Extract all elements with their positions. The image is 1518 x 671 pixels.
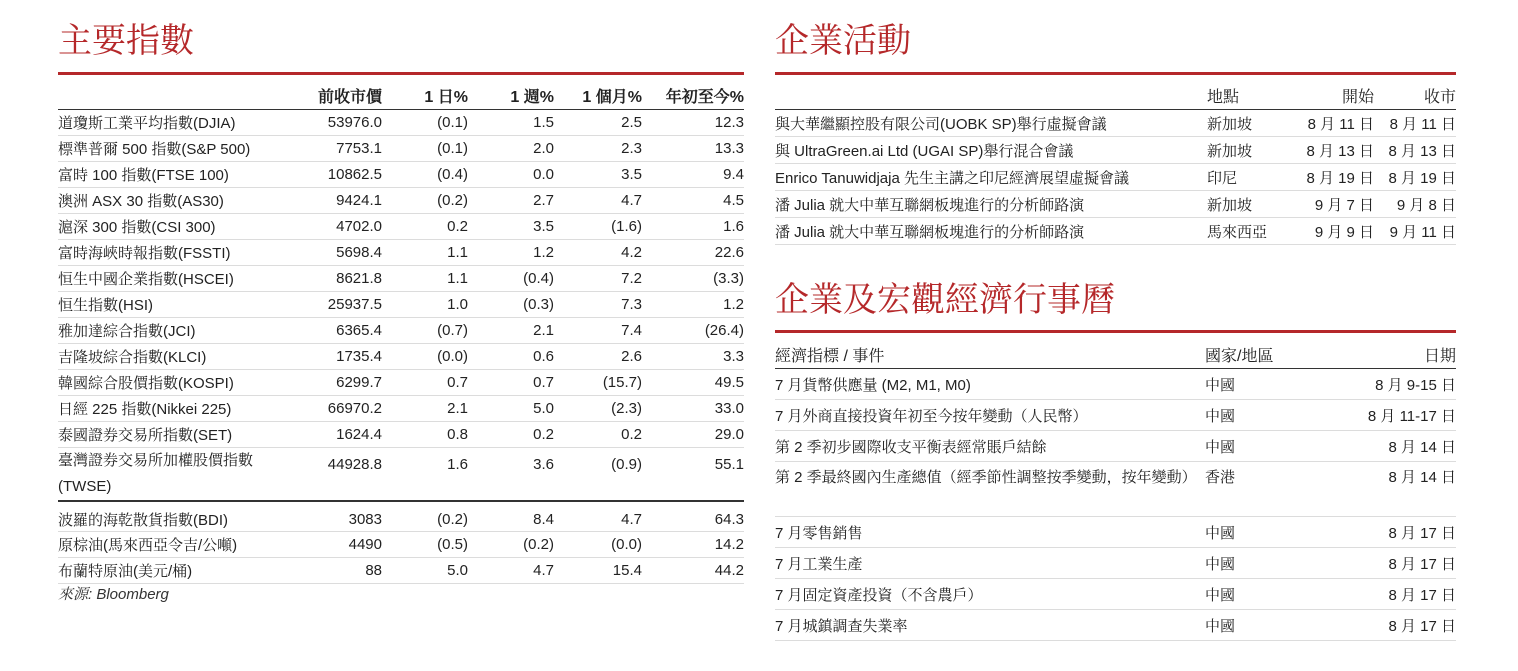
change-1d: 5.0 [447,561,468,579]
event-end: 9 月 11 日 [1389,223,1456,241]
change-1w: 1.5 [533,114,554,131]
indicator-date: 8 月 9-15 日 [1375,376,1456,394]
change-1w: 8.4 [533,510,554,528]
change-1m: 7.3 [621,296,642,313]
corporate-event-row [775,191,1456,218]
indicator-country: 中國 [1205,438,1236,456]
corporate-event-row [775,110,1456,137]
change-1d: (0.1) [437,140,468,157]
event-location: 印尼 [1207,169,1238,187]
corporate-event-row [775,137,1456,164]
indicator-date: 8 月 17 日 [1388,524,1456,542]
commodity-row [58,501,744,531]
change-1d: (0.0) [437,348,468,365]
indicator-name: 第 2 季最終國內生產總值（經季節性調整按季變動，按年變動） [775,469,1197,486]
event-end: 9 月 8 日 [1396,196,1456,214]
change-1w: 3.5 [533,218,554,235]
corporate-event-row [775,164,1456,191]
change-1w: 1.2 [533,244,554,261]
indices-header-prev-close: 前收市價 [317,89,382,106]
change-1m: (0.0) [611,535,642,553]
event-start: 9 月 7 日 [1314,196,1374,214]
change-1d: (0.4) [437,166,468,183]
corporate-header-start: 開始 [1341,89,1374,106]
change-1w: (0.2) [523,535,554,553]
indicator-country: 中國 [1205,586,1236,604]
change-1d: 1.6 [447,456,468,473]
change-1w: 2.1 [533,322,554,339]
index-name: 波羅的海乾散貨指數(BDI) [58,511,228,529]
corporate-table [775,77,1456,245]
indicator-country: 中國 [1205,555,1236,573]
prev-close: 6299.7 [336,374,382,391]
indices-header-name [58,77,292,110]
change-1m: 7.2 [621,270,642,287]
prev-close: 1624.4 [336,426,382,443]
change-1m: (2.3) [611,400,642,417]
change-1d: 0.8 [447,426,468,443]
index-name: 恒生中國企業指數(HSCEI) [58,271,234,288]
prev-close: 3083 [348,510,382,528]
index-row [58,318,744,344]
change-1m: 2.3 [621,140,642,157]
indicator-date: 8 月 14 日 [1388,469,1456,486]
macro-table [775,336,1456,641]
change-1m: (1.6) [611,218,642,235]
indicator-name: 7 月城鎮調查失業率 [775,617,908,635]
change-ytd: (26.4) [704,322,744,339]
index-name: 吉隆坡綜合指數(KLCI) [58,349,207,366]
index-name: 日經 225 指數(Nikkei 225) [58,401,232,418]
change-ytd: 33.0 [714,400,744,417]
corporate-event-row [775,218,1456,245]
change-1w: 4.7 [533,561,554,579]
indicator-name: 7 月貨幣供應量 (M2, M1, M0) [775,376,971,394]
macro-event-row [775,548,1456,579]
index-name: 韓國綜合股價指數(KOSPI) [58,375,234,392]
change-ytd: 1.6 [723,218,744,235]
index-row [58,266,744,292]
indices-title: 主要指數 [58,21,194,61]
indicator-name: 第 2 季初步國際收支平衡表經常賬戶結餘 [775,438,1047,456]
change-1d: 1.1 [447,244,468,261]
macro-panel [775,336,1456,641]
event-end: 8 月 11 日 [1389,115,1456,133]
change-1w: 0.2 [533,426,554,443]
index-row [58,136,744,162]
event-name: 潘 Julia 就大中華互聯網板塊進行的分析師路演 [775,196,1085,214]
change-ytd: 49.5 [714,374,744,391]
macro-title: 企業及宏觀經濟行事曆 [775,280,1115,320]
prev-close: 88 [365,561,382,579]
indicator-country: 香港 [1205,469,1236,486]
indicator-country: 中國 [1205,407,1236,425]
change-1d: 2.1 [447,400,468,417]
macro-event-row [775,369,1456,400]
indices-header-1d: 1 日% [424,89,468,106]
prev-close: 8621.8 [336,270,382,287]
change-1w: (0.3) [523,296,554,313]
change-1m: 4.7 [621,510,642,528]
index-name: 雅加達綜合指數(JCI) [58,323,196,340]
corporate-header-end: 收市 [1423,89,1456,106]
prev-close: 25937.5 [327,296,382,313]
corporate-header-location: 地點 [1207,89,1240,106]
macro-event-row [775,431,1456,462]
index-name: 道瓊斯工業平均指數(DJIA) [58,115,236,132]
macro-event-row [775,517,1456,548]
commodity-row [58,531,744,557]
prev-close: 66970.2 [327,400,382,417]
change-1m: (0.9) [611,456,642,473]
change-1w: 0.0 [533,166,554,183]
index-row [58,110,744,136]
prev-close: 4702.0 [336,218,382,235]
event-start: 8 月 19 日 [1306,169,1374,187]
index-row [58,188,744,214]
change-ytd: 14.2 [714,535,744,553]
event-location: 新加坡 [1207,142,1253,160]
change-1m: 2.6 [621,348,642,365]
macro-header-indicator: 經濟指標 / 事件 [775,348,885,365]
indices-title-rule [58,72,744,75]
index-row [58,292,744,318]
macro-event-row [775,610,1456,641]
corporate-panel [775,77,1456,245]
prev-close: 7753.1 [336,140,382,157]
index-row [58,214,744,240]
index-name: 澳洲 ASX 30 指數(AS30) [58,193,224,210]
change-1m: 15.4 [612,561,642,579]
index-name: 布蘭特原油(美元/桶) [58,562,193,580]
change-1m: 4.7 [621,192,642,209]
change-1w: 3.6 [533,456,554,473]
change-1w: 5.0 [533,400,554,417]
indices-header-1w: 1 週% [510,89,554,106]
macro-header-row [775,336,1456,369]
corporate-header-event [775,77,1207,110]
index-name: 標準普爾 500 指數(S&P 500) [58,141,251,158]
event-end: 8 月 13 日 [1388,142,1456,160]
index-name: 臺灣證券交易所加權股價指數(TWSE) [58,452,254,495]
indicator-name: 7 月工業生產 [775,555,863,573]
change-1d: 0.7 [447,374,468,391]
indices-table [58,77,744,584]
index-name: 恒生指數(HSI) [58,297,153,314]
corporate-title: 企業活動 [775,21,911,61]
change-1d: (0.2) [437,192,468,209]
prev-close: 6365.4 [336,322,382,339]
indicator-date: 8 月 17 日 [1388,617,1456,635]
event-start: 9 月 9 日 [1314,223,1374,241]
change-1m: 2.5 [621,114,642,131]
event-name: 與 UltraGreen.ai Ltd (UGAI SP)舉行混合會議 [775,142,1074,160]
change-ytd: 1.2 [723,296,744,313]
change-1w: 2.0 [533,140,554,157]
prev-close: 10862.5 [327,166,382,183]
change-ytd: 9.4 [723,166,744,183]
change-1d: 0.2 [447,218,468,235]
index-row [58,370,744,396]
prev-close: 53976.0 [327,114,382,131]
indices-panel [58,77,744,603]
change-1d: (0.7) [437,322,468,339]
index-row [58,162,744,188]
indices-header-ytd: 年初至今% [665,89,744,106]
change-1m: (15.7) [602,374,642,391]
change-1d: (0.5) [437,535,468,553]
indicator-name: 7 月零售銷售 [775,524,863,542]
indicator-name: 7 月固定資產投資（不含農戶） [775,586,983,604]
change-1m: 4.2 [621,244,642,261]
macro-header-country: 國家/地區 [1205,348,1274,365]
change-1d: (0.1) [437,114,468,131]
event-start: 8 月 13 日 [1306,142,1374,160]
change-ytd: 64.3 [714,510,744,528]
change-1m: 7.4 [621,322,642,339]
event-name: Enrico Tanuwidjaja 先生主講之印尼經濟展望虛擬會議 [775,169,1129,187]
change-1d: 1.1 [447,270,468,287]
index-row [58,344,744,370]
change-ytd: (3.3) [713,270,744,287]
index-row [58,448,744,502]
change-ytd: 12.3 [714,114,744,131]
change-ytd: 22.6 [714,244,744,261]
prev-close: 5698.4 [336,244,382,261]
indices-header-row [58,77,744,110]
change-1m: 0.2 [621,426,642,443]
indicator-date: 8 月 17 日 [1388,586,1456,604]
event-name: 潘 Julia 就大中華互聯網板塊進行的分析師路演 [775,223,1085,241]
indices-header-1m: 1 個月% [582,89,642,106]
index-name: 原棕油(馬來西亞令吉/公噸) [58,536,238,554]
index-name: 富時海峽時報指數(FSSTI) [58,245,231,262]
corporate-title-rule [775,72,1456,75]
corporate-header-row [775,77,1456,110]
indicator-date: 8 月 17 日 [1388,555,1456,573]
event-location: 新加坡 [1207,115,1253,133]
event-start: 8 月 11 日 [1307,115,1374,133]
index-name: 泰國證券交易所指數(SET) [58,427,233,444]
change-ytd: 55.1 [714,456,744,473]
event-end: 8 月 19 日 [1388,169,1456,187]
macro-title-rule [775,330,1456,333]
change-ytd: 44.2 [714,561,744,579]
prev-close: 1735.4 [336,348,382,365]
change-1d: (0.2) [437,510,468,528]
change-1d: 1.0 [447,296,468,313]
prev-close: 4490 [348,535,382,553]
macro-event-row [775,462,1456,517]
indicator-country: 中國 [1205,524,1236,542]
event-location: 馬來西亞 [1207,223,1268,241]
change-1w: 0.6 [533,348,554,365]
index-row [58,422,744,448]
indicator-country: 中國 [1205,376,1236,394]
indicator-date: 8 月 11-17 日 [1367,407,1456,425]
change-ytd: 4.5 [723,192,744,209]
macro-event-row [775,579,1456,610]
event-location: 新加坡 [1207,196,1253,214]
change-ytd: 13.3 [714,140,744,157]
change-1m: 3.5 [621,166,642,183]
index-row [58,396,744,422]
indices-source: 來源: Bloomberg [58,586,169,603]
index-name: 富時 100 指數(FTSE 100) [58,167,229,184]
prev-close: 9424.1 [336,192,382,209]
change-1w: 2.7 [533,192,554,209]
event-name: 與大華繼顯控股有限公司(UOBK SP)舉行虛擬會議 [775,115,1107,133]
macro-header-date: 日期 [1423,348,1456,365]
indicator-name: 7 月外商直接投資年初至今按年變動（人民幣） [775,407,1088,425]
prev-close: 44928.8 [327,456,382,473]
commodity-row [58,557,744,583]
index-name: 滬深 300 指數(CSI 300) [58,219,216,236]
index-row [58,240,744,266]
macro-event-row [775,400,1456,431]
change-1w: (0.4) [523,270,554,287]
indicator-date: 8 月 14 日 [1388,438,1456,456]
indicator-country: 中國 [1205,617,1236,635]
change-1w: 0.7 [533,374,554,391]
change-ytd: 29.0 [714,426,744,443]
change-ytd: 3.3 [723,348,744,365]
